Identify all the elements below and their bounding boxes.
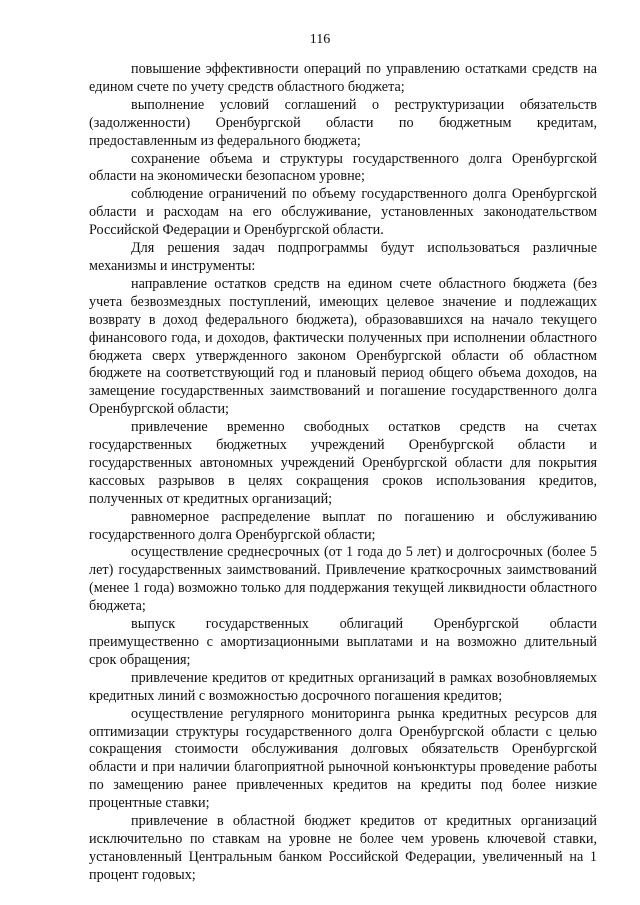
- paragraph: привлечение кредитов от кредитных организаций в рамках возобновляемых кредитных линий с возможностью досрочного погашения кредитов;: [89, 669, 597, 704]
- paragraph: сохранение объема и структуры государственного долга Оренбургской области на экономически безопасном уровне;: [89, 150, 597, 185]
- body-text: [89, 61, 597, 885]
- paragraph: выполнение условий соглашений о реструктуризации обязательств (задолженности) Оренбургской области по бюджетным кредитам, предоставленным из федерального бюджета;: [89, 96, 597, 149]
- paragraph: Для решения задач подпрограммы будут использоваться различные механизмы и инструменты:: [89, 240, 597, 274]
- paragraph: осуществление среднесрочных (от 1 года до 5 лет) и долгосрочных (более 5 лет) государственных заимствований. Привлечение краткосрочных заимствований (менее 1 года) возможно только для поддержания текущей ликвидности областного бюджета;: [89, 544, 597, 615]
- paragraph: повышение эффективности операций по управлению остатками средств на едином счете по учету средств областного бюджета;: [89, 61, 597, 95]
- page-number: 116: [309, 32, 331, 47]
- paragraph: привлечение временно свободных остатков средств на счетах государственных бюджетных учреждений Оренбургской области и государственных автономных учреждений Оренбургской области для покрытия кассовых разрывов в целях сокращения сроков использования кредитов, полученных от кредитных организаций;: [89, 419, 597, 507]
- paragraph: соблюдение ограничений по объему государственного долга Оренбургской области и расходам на его обслуживание, установленных законодательством Российской Федерации и Оренбургской области.: [89, 186, 597, 239]
- paragraph: осуществление регулярного мониторинга рынка кредитных ресурсов для оптимизации структуры государственного долга Оренбургской области с целью сокращения стоимости обслуживания долговых обязательств Оренбургской области и при наличии благоприятной рыночной конъюнктуры проведение работы по замещению ранее привлеченных кредитов на кредиты под более низкие процентные ставки;: [89, 705, 597, 812]
- paragraph: привлечение в областной бюджет кредитов от кредитных организаций исключительно по ставкам на уровне не более чем уровень ключевой ставки, установленный Центральным банком Российской Федерации, увеличенный на 1 процент годовых;: [89, 813, 597, 883]
- paragraph: направление остатков средств на едином счете областного бюджета (без учета безвозмездных поступлений, имеющих целевое значение и подлежащих возврату в доход федерального бюджета), образовавшихся на начало текущего финансового года, и доходов, фактически полученных при исполнении областного бюджета сверх утвержденного законом Оренбургской области об областном бюджете на соответствующий год и плановый период общего объема доходов, на замещение государственных заимствований и погашение государственного долга Оренбургской области;: [89, 275, 597, 418]
- paragraph: выпуск государственных облигаций Оренбургской области преимущественно с амортизационными выплатами и на возможно длительный срок обращения;: [89, 616, 597, 668]
- paragraph: равномерное распределение выплат по погашению и обслуживанию государственного долга Оренбургской области;: [89, 508, 597, 543]
